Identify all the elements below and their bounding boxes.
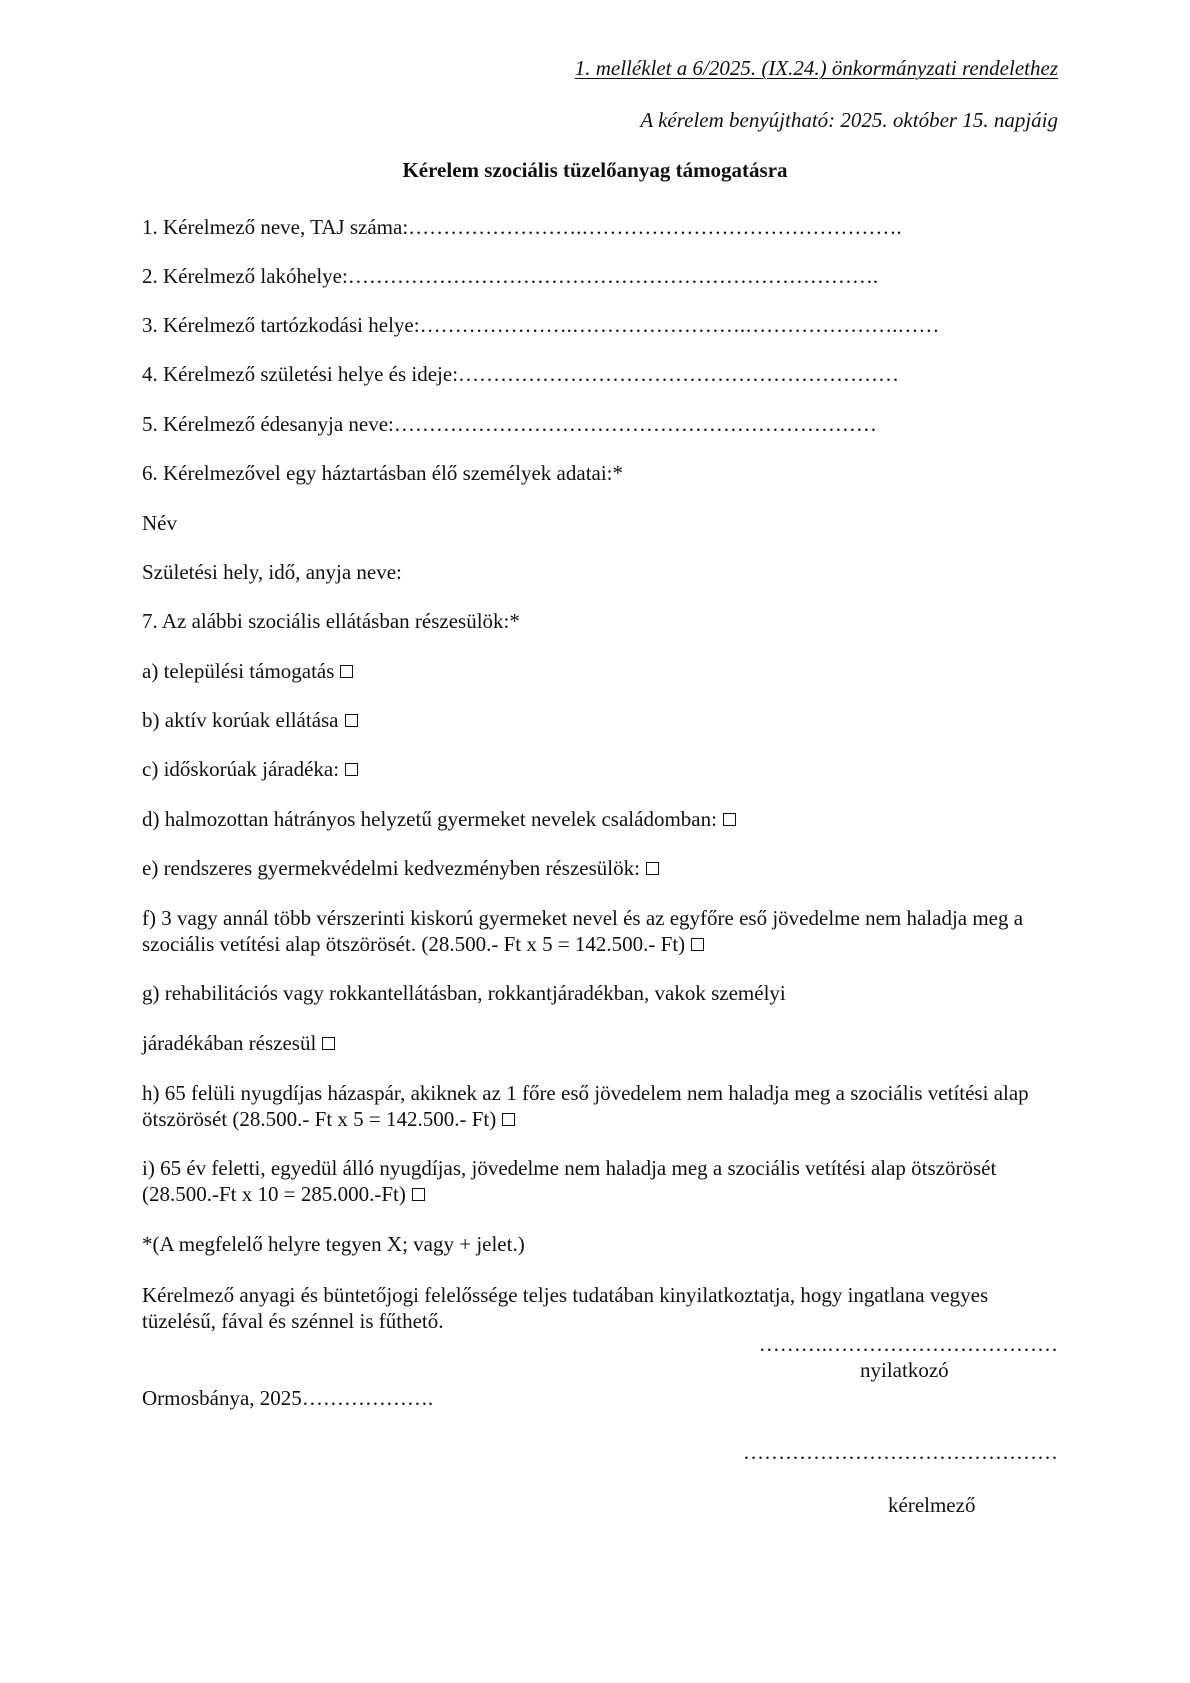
- checkbox[interactable]: [723, 813, 736, 826]
- benefit-option-a[interactable]: [142, 659, 353, 684]
- place-date-label: Ormosbánya, 2025: [142, 1386, 302, 1410]
- benefit-option-h[interactable]: [142, 1080, 1052, 1132]
- option-text: h) 65 felüli nyugdíjas házaspár, akiknek az 1 főre eső jövedelem nem haladja meg a szociális vetítési alap ötszörösét (28.500.- Ft x 5 = 142.500.- Ft): [142, 1081, 1029, 1131]
- applicant-label: kérelmező: [888, 1493, 976, 1517]
- field-applicant-residence[interactable]: [142, 264, 878, 289]
- checkbox[interactable]: [646, 862, 659, 875]
- option-text: járadékában részesül: [142, 1031, 317, 1055]
- benefit-option-d[interactable]: [142, 807, 736, 832]
- benefit-option-g[interactable]: [142, 1031, 335, 1056]
- option-text: b) aktív korúak ellátása: [142, 708, 339, 732]
- annex-reference: 1. melléklet a 6/2025. (IX.24.) önkormányzati rendelethez: [574, 56, 1058, 80]
- option-text: f) 3 vagy annál több vérszerinti kiskorú gyermeket nevel és az egyfőre eső jövedelme nem haladja meg a szociális vetítési alap ötszörösét. (28.500.- Ft x 5 = 142.500.- Ft): [142, 906, 1024, 956]
- option-text: c) időskorúak járadéka:: [142, 757, 340, 781]
- declarant-label: nyilatkozó: [860, 1358, 949, 1382]
- benefit-option-f[interactable]: [142, 905, 1052, 957]
- fill-in-dots[interactable]: ……………………………………………………………: [393, 412, 877, 436]
- option-text: d) halmozottan hátrányos helyzetű gyermeket nevelek családomban:: [142, 807, 717, 831]
- checkbox[interactable]: [345, 714, 358, 727]
- submission-deadline: A kérelem benyújtható: 2025. október 15. napjáig: [640, 108, 1058, 132]
- fill-in-dots[interactable]: …………………….……………………………………….: [408, 215, 902, 239]
- field-applicant-birth-place-date[interactable]: [142, 362, 899, 387]
- declarant-signature-line[interactable]: ……….……………………………: [758, 1332, 1058, 1356]
- place-date[interactable]: [142, 1386, 433, 1411]
- household-details-label: Születési hely, idő, anyja neve:: [142, 560, 402, 584]
- household-heading: 6. Kérelmezővel egy háztartásban élő személyek adatai:*: [142, 461, 624, 485]
- field-label: 3. Kérelmező tartózkodási helye:: [142, 313, 420, 337]
- benefit-option-i[interactable]: [142, 1155, 1052, 1207]
- checkbox[interactable]: [502, 1113, 515, 1126]
- field-label: 2. Kérelmező lakóhelye:: [142, 264, 348, 288]
- option-text: e) rendszeres gyermekvédelmi kedvezményben részesülök:: [142, 856, 640, 880]
- household-name-label: Név: [142, 511, 177, 535]
- field-applicant-stay-address[interactable]: [142, 313, 939, 338]
- checkbox[interactable]: [322, 1037, 335, 1050]
- fill-in-dots[interactable]: ………………………………………………………: [458, 362, 900, 386]
- field-applicant-mother-name[interactable]: [142, 412, 877, 437]
- declaration-text: Kérelmező anyagi és büntetőjogi felelőssége teljes tudatában kinyilatkoztatja, hogy ingatlana vegyes tüzelésű, fával és szénnel is fűthető.: [142, 1283, 989, 1333]
- form-title: Kérelem szociális tüzelőanyag támogatásra: [402, 158, 788, 182]
- field-applicant-name-taj[interactable]: [142, 215, 902, 240]
- option-text: i) 65 év feletti, egyedül álló nyugdíjas, jövedelme nem haladja meg a szociális vetítési alap ötszörösét (28.500.-Ft x 10 = 285.000.-Ft): [142, 1156, 997, 1206]
- benefit-option-c[interactable]: [142, 757, 358, 782]
- field-label: 5. Kérelmező édesanyja neve:: [142, 412, 394, 436]
- benefit-option-g-line1: g) rehabilitációs vagy rokkantellátásban, rokkantjáradékban, vakok személyi: [142, 981, 786, 1005]
- field-label: 1. Kérelmező neve, TAJ száma:: [142, 215, 409, 239]
- checkbox[interactable]: [412, 1188, 425, 1201]
- date-fill-dots[interactable]: ……………….: [301, 1386, 434, 1410]
- applicant-signature-line[interactable]: ………………………………………: [743, 1440, 1058, 1464]
- option-text: a) települési támogatás: [142, 659, 335, 683]
- checkbox[interactable]: [345, 763, 358, 776]
- fill-in-dots[interactable]: ………………………………………………………………….: [347, 264, 879, 288]
- footnote: *(A megfelelő helyre tegyen X; vagy + jelet.): [142, 1232, 525, 1256]
- checkbox[interactable]: [691, 938, 704, 951]
- benefit-option-e[interactable]: [142, 856, 659, 881]
- benefits-heading: 7. Az alábbi szociális ellátásban részesülök:*: [142, 609, 520, 633]
- checkbox[interactable]: [340, 665, 353, 678]
- fill-in-dots[interactable]: ………………….…………………….………………….……: [419, 313, 940, 337]
- benefit-option-b[interactable]: [142, 708, 358, 733]
- field-label: 4. Kérelmező születési helye és ideje:: [142, 362, 459, 386]
